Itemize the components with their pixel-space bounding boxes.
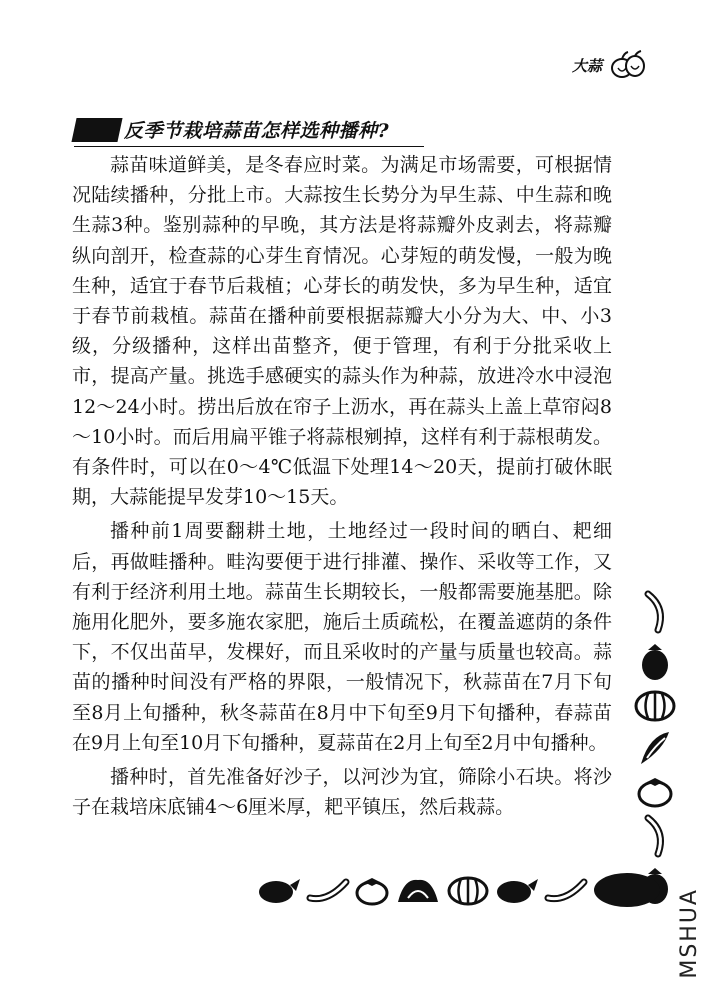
leafy-vegetable-icon xyxy=(635,728,675,768)
running-head-label: 大蒜 xyxy=(571,56,602,75)
eggplant-icon xyxy=(638,640,672,682)
bottom-vegetable-border xyxy=(256,870,662,910)
pumpkin-icon xyxy=(633,688,677,722)
eggplant-icon xyxy=(256,875,302,905)
eggplant-icon xyxy=(494,875,540,905)
heading-text: 反季节栽培蒜苗怎样选种播种? xyxy=(124,120,390,142)
cucumber-icon xyxy=(544,876,588,904)
tomato-icon xyxy=(636,774,674,808)
section-heading xyxy=(74,116,424,147)
tomato-icon xyxy=(354,874,390,906)
paragraph: 播种前1周要翻耕土地，土地经过一段时间的晒白、耙细后，再做畦播种。畦沟要便于进行排灌、操作、采收等工作，又有利于经济利用土地。蒜苗生长期较长，一般都需要施基肥。除施用化肥外，要多施农家肥，施后土质疏松，在覆盖遮荫的条件下，不仅出苗早，发棵好，而且采收时的产量与质量也较高。蒜苗的播种时间没有严格的界限，一般情况下，秋蒜苗在7月下旬至8月上旬播种，秋冬蒜苗在8月中下旬至9月下旬播种，春蒜苗在9月上旬至10月下旬播种，夏蒜苗在2月上旬至2月中旬播种。 xyxy=(72,520,612,754)
body-text xyxy=(72,150,612,826)
heading-marker xyxy=(71,118,122,142)
side-vegetable-border xyxy=(630,590,680,906)
cucumber-icon xyxy=(640,590,670,634)
watermark: MSHUA xyxy=(677,888,702,979)
garlic-icon xyxy=(610,50,646,80)
cucumber-icon xyxy=(640,814,670,858)
page-number-blob-icon xyxy=(592,870,662,910)
pumpkin-icon xyxy=(446,874,490,906)
cucumber-icon xyxy=(306,876,350,904)
paragraph: 蒜苗味道鲜美，是冬春应时菜。为满足市场需要，可根据情况陆续播种，分批上市。大蒜按生长势分为早生蒜、中生蒜和晚生蒜3种。鉴别蒜种的早晚，其方法是将蒜瓣外皮剥去，将蒜瓣纵向剖开，检查蒜的心芽生育情况。心芽短的萌发慢，一般为晚生种，适宜于春节后栽植；心芽长的萌发快，多为早生种，适宜于春节前栽植。蒜苗在播种前要根据蒜瓣大小分为大、中、小3级，分级播种，这样出苗整齐，便于管理，有利于分批采收上市，提高产量。挑选手感硬实的蒜头作为种蒜，放进冷水中浸泡12～24小时。捞出后放在帘子上沥水，再在蒜头上盖上草帘闷8～10小时。而后用扁平锥子将蒜根剜掉，这样有利于蒜根萌发。有条件时，可以在0～4℃低温下处理14～20天，提前打破休眠期，大蒜能提早发芽10～15天。 xyxy=(72,154,612,509)
paragraph: 播种时，首先准备好沙子，以河沙为宜，筛除小石块。将沙子在栽培床底铺4～6厘米厚，耙平镇压，然后栽蒜。 xyxy=(72,766,612,819)
running-head xyxy=(572,50,646,80)
leafy-vegetable-icon xyxy=(394,874,442,906)
